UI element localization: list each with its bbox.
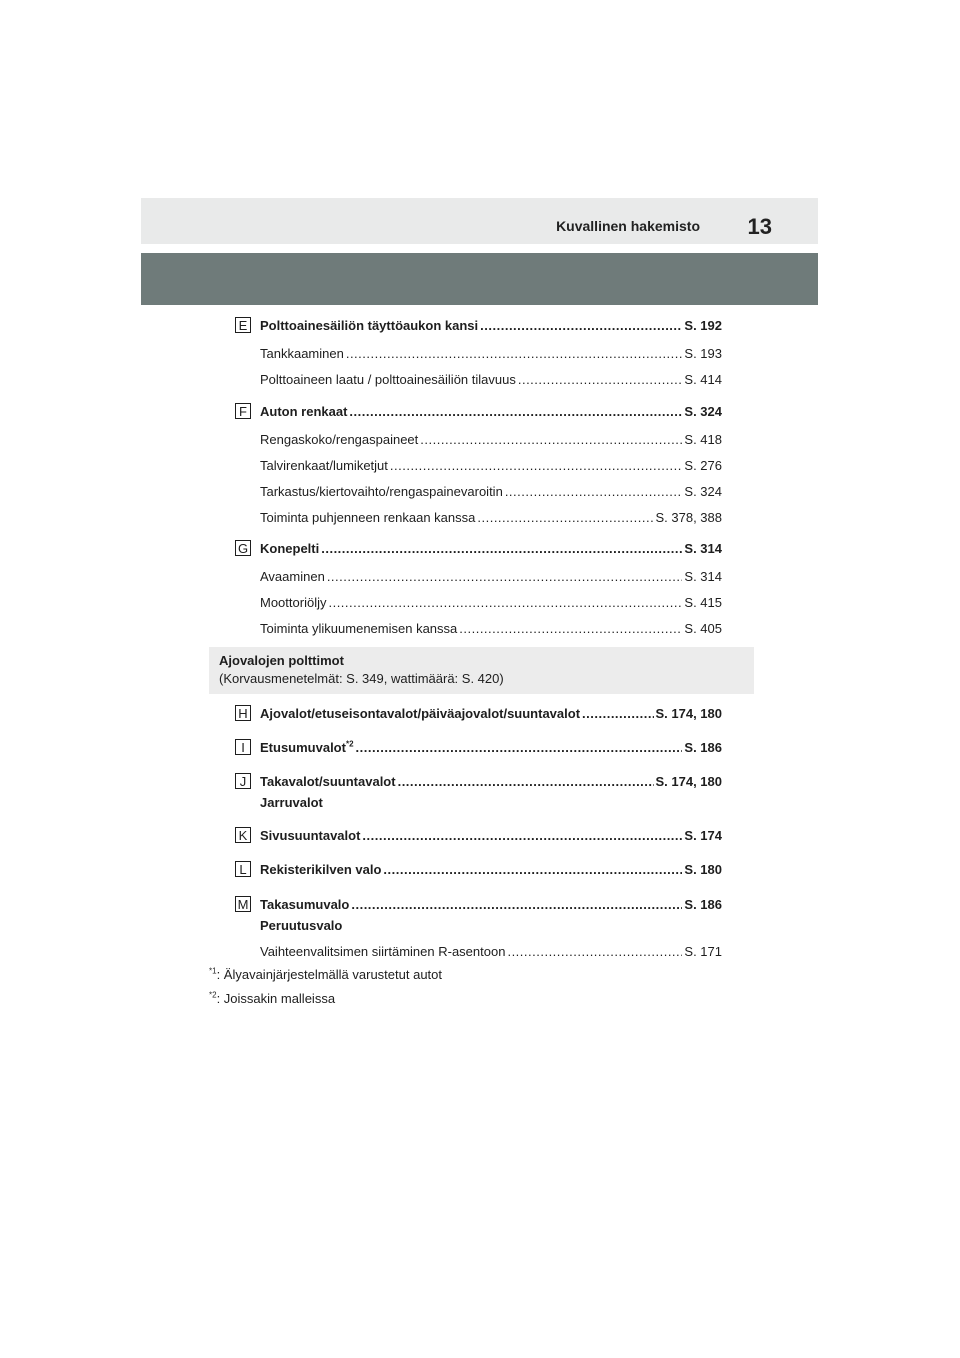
entry-page: S. 174 <box>684 828 722 843</box>
entry-page: S. 405 <box>684 621 722 636</box>
entry-label: Ajovalot/etuseisontavalot/päiväajovalot/suuntavalot <box>260 706 581 721</box>
index-entry-tire-inspection[interactable] <box>260 482 722 502</box>
entry-label: Takasumuvalo <box>260 897 350 912</box>
index-entry-winter-tires[interactable] <box>260 456 722 476</box>
leader-dots <box>398 772 654 792</box>
index-entry-refueling[interactable] <box>260 344 722 364</box>
leader-dots <box>420 430 682 450</box>
index-entry-rear-fog[interactable] <box>260 895 722 915</box>
entry-page: S. 186 <box>684 740 722 755</box>
entry-label: Tarkastus/kiertovaihto/rengaspainevaroitin <box>260 484 503 499</box>
footnote-2 <box>209 989 335 1009</box>
entry-label: Vaihteenvalitsimen siirtäminen R-asentoon <box>260 944 506 959</box>
entry-label: Sivusuuntavalot <box>260 828 361 843</box>
index-entry-opening[interactable] <box>260 567 722 587</box>
footnote-text: : Älyavainjärjestelmällä varustetut autot <box>216 967 443 982</box>
bulbs-title: Ajovalojen polttimot <box>219 653 344 668</box>
entry-page: S. 324 <box>684 484 722 499</box>
entry-label: Talvirenkaat/lumiketjut <box>260 458 388 473</box>
leader-dots <box>518 370 683 390</box>
entry-label: Takavalot/suuntavalot <box>260 774 396 789</box>
index-entry-fuel-quality[interactable] <box>260 370 722 390</box>
leader-dots <box>351 895 682 915</box>
index-entry-headlights[interactable] <box>260 704 722 724</box>
leader-dots <box>328 593 682 613</box>
index-entry-front-fog[interactable] <box>260 738 722 758</box>
bulbs-subtitle: (Korvausmenetelmät: S. 349, wattimäärä: S. 420) <box>219 671 504 686</box>
leader-dots <box>507 942 682 962</box>
entry-page: S. 180 <box>684 862 722 877</box>
letter-box-k: K <box>235 827 251 843</box>
reverse-light-label: Peruutusvalo <box>260 918 343 933</box>
index-entry-license-light[interactable] <box>260 860 722 880</box>
entry-page: S. 174, 180 <box>655 706 722 721</box>
entry-label: Toiminta ylikuumenemisen kanssa <box>260 621 458 636</box>
leader-dots <box>477 508 653 528</box>
entry-label: Rengaskoko/rengaspaineet <box>260 432 419 447</box>
leader-dots <box>390 456 683 476</box>
leader-dots <box>383 860 682 880</box>
entry-page: S. 414 <box>684 372 722 387</box>
page-number: 13 <box>747 214 772 239</box>
leader-dots <box>505 482 683 502</box>
entry-page: S. 314 <box>684 569 722 584</box>
index-entry-tire-size[interactable] <box>260 430 722 450</box>
entry-label: Avaaminen <box>260 569 325 584</box>
entry-label: Tankkaaminen <box>260 346 344 361</box>
letter-box-h: H <box>235 705 251 721</box>
leader-dots <box>349 402 682 422</box>
leader-dots <box>459 619 682 639</box>
letter-box-g: G <box>235 540 251 556</box>
brake-lights-label: Jarruvalot <box>260 795 323 810</box>
entry-page: S. 378, 388 <box>655 510 722 525</box>
leader-dots <box>480 316 682 336</box>
entry-label <box>260 738 356 758</box>
entry-label: Polttoainesäiliön täyttöaukon kansi <box>260 318 479 333</box>
footnote-mark: *1 <box>209 966 217 976</box>
footnote-1 <box>209 965 442 985</box>
entry-page: S. 276 <box>684 458 722 473</box>
index-entry-hood[interactable] <box>260 539 722 559</box>
entry-label: Rekisterikilven valo <box>260 862 382 877</box>
entry-page: S. 415 <box>684 595 722 610</box>
index-entry-fuel-door[interactable] <box>260 316 722 336</box>
entry-label: Toiminta puhjenneen renkaan kanssa <box>260 510 476 525</box>
footnote-mark: *2 <box>209 990 217 1000</box>
index-entry-overheating[interactable] <box>260 619 722 639</box>
entry-page: S. 324 <box>684 404 722 419</box>
entry-page: S. 193 <box>684 346 722 361</box>
leader-dots <box>321 539 682 559</box>
index-entry-side-turn[interactable] <box>260 826 722 846</box>
leader-dots <box>346 344 683 364</box>
header-band <box>141 253 818 305</box>
leader-dots <box>327 567 683 587</box>
entry-label-text: Etusumuvalot <box>260 740 346 755</box>
letter-box-m: M <box>235 896 251 912</box>
entry-label: Moottoriöljy <box>260 595 327 610</box>
leader-dots <box>356 738 683 758</box>
leader-dots <box>362 826 682 846</box>
page-header <box>141 198 818 244</box>
entry-label: Polttoaineen laatu / polttoainesäiliön tilavuus <box>260 372 516 387</box>
index-entry-engine-oil[interactable] <box>260 593 722 613</box>
index-entry-tires[interactable] <box>260 402 722 422</box>
index-entry-shift-reverse[interactable] <box>260 942 722 962</box>
entry-page: S. 418 <box>684 432 722 447</box>
index-entry-flat-tire[interactable] <box>260 508 722 528</box>
entry-page: S. 174, 180 <box>655 774 722 789</box>
entry-page: S. 314 <box>684 541 722 556</box>
leader-dots <box>582 704 653 724</box>
letter-box-e: E <box>235 317 251 333</box>
letter-box-l: L <box>235 861 251 877</box>
entry-page: S. 192 <box>684 318 722 333</box>
header-title: Kuvallinen hakemisto <box>556 218 700 234</box>
entry-label: Auton renkaat <box>260 404 348 419</box>
bulbs-info-box <box>209 647 754 694</box>
entry-page: S. 171 <box>684 944 722 959</box>
entry-label: Konepelti <box>260 541 320 556</box>
footnote-text: : Joissakin malleissa <box>216 991 336 1006</box>
letter-box-f: F <box>235 403 251 419</box>
letter-box-j: J <box>235 773 251 789</box>
index-entry-tail-lights[interactable] <box>260 772 722 792</box>
footnote-mark: *2 <box>345 739 354 749</box>
entry-page: S. 186 <box>684 897 722 912</box>
letter-box-i: I <box>235 739 251 755</box>
